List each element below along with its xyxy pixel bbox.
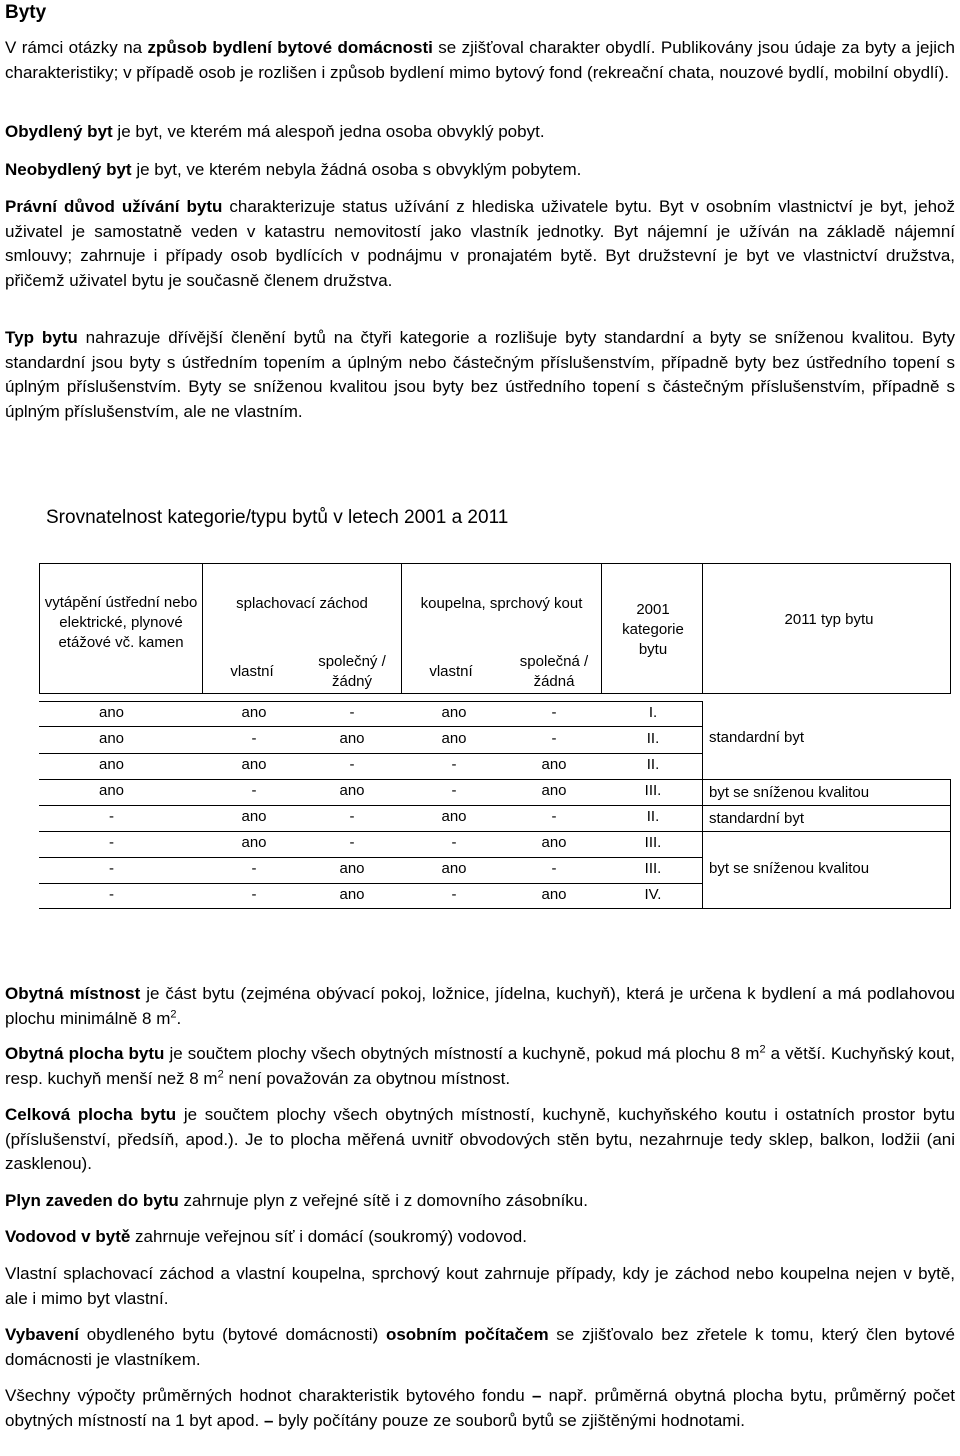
table-cell: - <box>251 860 257 877</box>
table-cell: - <box>451 756 457 773</box>
bold-term: osobním počítačem <box>385 1325 549 1344</box>
table-cell: - <box>251 886 257 903</box>
bold-term: Obytná místnost <box>5 984 141 1003</box>
table-cell: ano <box>441 730 467 747</box>
table-cell: ano <box>541 782 567 799</box>
table-cell: I. <box>648 704 658 721</box>
table-cell: ano <box>339 860 365 877</box>
header-toilet: splachovací záchod <box>236 595 368 612</box>
table-cell: ano <box>441 808 467 825</box>
header-toilet-own: vlastní <box>230 663 274 680</box>
header-toilet-shared: společný /žádný <box>318 653 386 690</box>
paragraph-equipment <box>5 1323 955 1372</box>
paragraph-living-room <box>5 982 955 1031</box>
text-span: V rámci otázky na <box>5 38 148 57</box>
bold-term: Plyn zaveden do bytu <box>5 1191 179 1210</box>
bold-term: Obytná plocha bytu <box>5 1044 165 1063</box>
table-cell: III. <box>644 860 662 877</box>
text-span: zahrnuje veřejnou síť i domácí (soukromý) vodovod. <box>130 1227 527 1246</box>
type-standard-2: standardní byt <box>709 810 805 827</box>
type-reduced-1: byt se sníženou kvalitou <box>709 784 870 801</box>
table-cell: ano <box>441 704 467 721</box>
text-span: je část bytu (zejména obývací pokoj, ložnice, jídelna, kuchyň), která je určena k bydlení a má podlahovou plochu minimálně 8 m <box>5 984 956 1028</box>
header-bath-shared: společná /žádná <box>519 653 589 690</box>
superscript: 2 <box>170 1007 177 1020</box>
header-heating: vytápění ústřední nebo elektrické, plynové etážové vč. kamen <box>44 594 198 651</box>
table-cell: - <box>451 886 457 903</box>
paragraph-own-toilet <box>5 1262 955 1311</box>
text-span: obydleného bytu (bytové domácnosti) <box>79 1325 386 1344</box>
table-cell: II. <box>646 756 660 773</box>
bold-term: Typ bytu <box>5 328 78 347</box>
table-cell: ano <box>241 756 267 773</box>
text-span: se zjišťoval charakter obydlí. Publikovány jsou údaje za byty a jejich charakteristiky; v případě osob je rozlišen i způsob bydlení mimo bytový fond (rekreační chata, nouzové bydlí, mobilní obydlí). <box>5 38 956 82</box>
table-cell: - <box>451 782 457 799</box>
text-span: . <box>176 1008 182 1028</box>
bold-term: způsob bydlení bytové domácnosti <box>147 38 433 57</box>
table-title: Srovnatelnost kategorie/typu bytů v letech 2001 a 2011 <box>46 507 509 528</box>
table-cell: ano <box>541 756 567 773</box>
table-cell: - <box>109 834 114 851</box>
paragraph-averages <box>5 1384 955 1433</box>
text-span: Vlastní splachovací záchod a vlastní koupelna, sprchový kout zahrnuje případy, kdy je záchod nebo koupelna nejen v bytě, ale i mimo byt vlastní. <box>5 1264 955 1308</box>
table-cell: ano <box>241 834 267 851</box>
section-heading: Byty <box>5 2 47 23</box>
text-span: např. průměrná obytná plocha bytu, průměrný počet obytných místností na 1 byt apod. <box>5 1386 955 1430</box>
type-reduced-2: byt se sníženou kvalitou <box>709 860 870 877</box>
table-cell: IV. <box>644 886 662 903</box>
table-cell: - <box>349 808 355 825</box>
table-cell: ano <box>98 704 125 721</box>
bold-term: Neobydlený byt <box>5 160 132 179</box>
superscript: 2 <box>217 1067 224 1080</box>
paragraph-living-area <box>5 1042 955 1091</box>
bold-term: Vybavení <box>5 1325 80 1344</box>
table-cell: ano <box>441 860 467 877</box>
table-cell: - <box>109 886 114 903</box>
table-cell: - <box>109 860 114 877</box>
text-span: zahrnuje plyn z veřejné sítě i z domovního zásobníku. <box>178 1191 588 1210</box>
paragraph-housing-method <box>5 36 955 85</box>
header-bathroom: koupelna, sprchový kout <box>420 595 583 612</box>
table-cell: ano <box>339 782 365 799</box>
bold-term: Vodovod v bytě <box>5 1227 131 1246</box>
superscript: 2 <box>759 1043 766 1056</box>
table-cell: - <box>349 834 355 851</box>
text-span: se zjišťovalo bez zřetele k tomu, který člen bytové domácnosti je vlastníkem. <box>5 1325 955 1369</box>
bold-term: Obydlený byt <box>5 122 113 141</box>
paragraph-gas <box>5 1189 955 1214</box>
paragraph-water <box>5 1225 955 1250</box>
table-cell: - <box>349 704 355 721</box>
table-cell: ano <box>98 782 125 799</box>
table-cell: ano <box>541 886 567 903</box>
bold-dash: – <box>263 1410 274 1430</box>
bold-dash: – <box>531 1386 542 1405</box>
table-cell: ano <box>98 730 125 747</box>
bold-term: Právní důvod užívání bytu <box>5 197 223 216</box>
table-cell: - <box>551 730 557 747</box>
type-standard-1: standardní byt <box>709 729 805 746</box>
text-span: Všechny výpočty průměrných hodnot charakteristik bytového fondu <box>5 1386 532 1405</box>
table-cell: II. <box>646 730 660 747</box>
table-cell: - <box>349 756 355 773</box>
table-cell: ano <box>241 808 267 825</box>
table-cell: ano <box>241 704 267 721</box>
table-cell: - <box>109 808 114 825</box>
text-span: je byt, ve kterém nebyla žádná osoba s obvyklým pobytem. <box>131 160 582 179</box>
text-span: je součtem plochy všech obytných místností a kuchyně, pokud má plochu 8 m <box>164 1044 760 1063</box>
table-cell: ano <box>98 756 125 773</box>
table-cell: - <box>551 704 557 721</box>
paragraph-legal-reason <box>5 195 955 293</box>
header-2011-type: 2011 typ bytu <box>784 611 874 628</box>
header-2001-category: 2001 kategorie bytu <box>622 601 684 658</box>
bold-term: Celková plocha bytu <box>5 1105 177 1124</box>
text-span: není považován za obytnou místnost. <box>223 1068 511 1088</box>
text-span: je součtem plochy všech obytných místností, kuchyně, kuchyňského koutu i ostatních prostor bytu (příslušenství, předsíň, apod.). Je to plocha měřená uvnitř obvodových stěn bytu, nezahrnuje tedy sklep, balkon, lodžii (ani zasklenou). <box>5 1105 955 1173</box>
comparability-table <box>39 563 951 909</box>
table-cell: ano <box>541 834 567 851</box>
table-cell: III. <box>644 782 662 799</box>
table-cell: II. <box>646 808 660 825</box>
text-span: nahrazuje dřívější členění bytů na čtyři kategorie a rozlišuje byty standardní a byty se sníženou kvalitou. Byty standardní jsou byty s ústředním topením a úplným nebo částečným příslušenstvím, případně byty bez ústředního topení s úplným příslušenstvím. Byty se sníženou kvalitou jsou byty bez ústředního topení s částečným příslušenstvím, případně s úplným příslušenstvím, ale ne vlastním. <box>5 328 955 421</box>
table-cell: - <box>551 808 557 825</box>
text-span: charakterizuje status užívání z hlediska uživatele bytu. Byt v osobním vlastnictví je byt, jehož uživatel je samostatně veden v katastru nemovitostí jako vlastník jednotky. Byt nájemní je užíván na základě nájemní smlouvy; zahrnuje i případy osob bydlících v podnájmu v pronajatém bytě. Byt družstevní je byt ve vlastnictví družstva, přičemž uživatel bytu je současně členem družstva. <box>5 197 955 290</box>
table-cell: III. <box>644 834 662 851</box>
table-cell: - <box>251 730 257 747</box>
text-span: a větší. Kuchyňský kout, resp. kuchyň menší než 8 m <box>5 1044 955 1088</box>
text-span: je byt, ve kterém má alespoň jedna osoba obvyklý pobyt. <box>112 122 545 141</box>
paragraph-flat-type <box>5 326 955 424</box>
paragraph-unoccupied-flat <box>5 158 955 183</box>
paragraph-total-area <box>5 1103 955 1177</box>
table-cell: - <box>551 860 557 877</box>
table-cell: ano <box>339 730 365 747</box>
text-span: byly počítány pouze ze souborů bytů se zjištěnými hodnotami. <box>273 1410 745 1430</box>
paragraph-occupied-flat <box>5 120 955 145</box>
table-cell: - <box>251 782 257 799</box>
header-bath-own: vlastní <box>429 663 473 680</box>
table-cell: - <box>451 834 457 851</box>
table-cell: ano <box>339 886 365 903</box>
